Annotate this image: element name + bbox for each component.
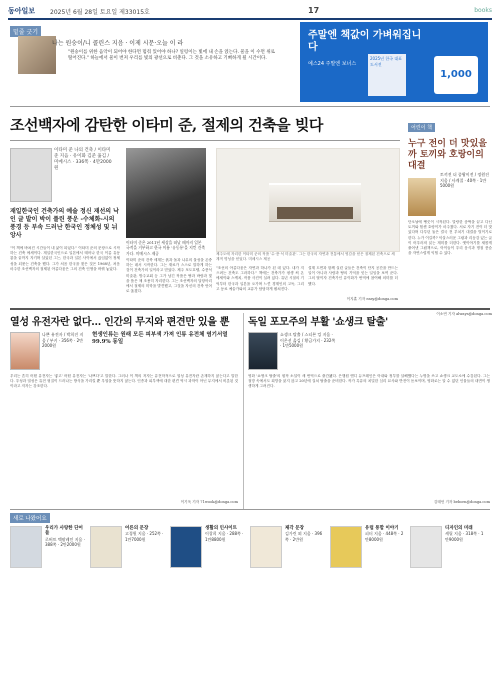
shawshank-body: 영화 '쇼생크 탈출'의 원작 소설이 새 번역으로 출간됐다. 은행원 앤디 듀프레인은 아내와 정부를 살해했다는 누명을 쓰고 쇼생크 교도소에 수감된다. 그는 절망 속에서도 희망을 잃지 않고 20년에 걸쳐 탈출을 준비한다. 작가 특유의 치밀한 심리 묘사와 반전이 돋보이며, 영화로는 알 수 없던 인물들의 내면이 생생하게 그려진다. — [248, 374, 490, 389]
new-book-meta: 셰릴 지음 · 318쪽 · 1만9000원 — [445, 531, 484, 542]
new-book-title: 우리가 사랑한 단어들 — [45, 526, 83, 537]
section2-divider — [10, 308, 490, 310]
headline-divider — [10, 140, 400, 141]
new-book-title: 생활의 인사이트 — [205, 526, 237, 531]
new-book-cover — [90, 526, 122, 568]
author-portrait — [126, 148, 206, 238]
side-label: 어린이 책 — [408, 123, 435, 132]
childrens-book-column — [408, 114, 492, 316]
genetics-headline: 열성 유전자란 없다… 인간의 무지와 편견만 있을 뿐 — [10, 317, 230, 328]
main-book-meta: 이타미 준 나의 건축 / 이타미 준 지음 · 유이화 김준 옮김 / 미메시스 · 336쪽 · 4만2000원 — [54, 148, 112, 171]
main-body-col2: 이타미 준의 건축 세계는 흙과 돌과 나무의 물성을 존중하는 데서 시작한다. 그는 재료가 스스로 말하게 하는 것이 건축가의 일이라고 믿었다. 제주 포도호텔, 수풍석 미술관, 방주교회 등 그가 남긴 작품은 땅과 바람과 빛을 품은 채 조용히 자리한다. 그는 조선백자의 달항아리에서 절제의 미학을 발견했고, 그것을 자신의 건축 언어로 옮겼다. — [126, 258, 212, 294]
shawshank-book-cover — [248, 332, 278, 370]
new-book-cover — [10, 526, 42, 568]
new-book-meta: 이창희 지음 · 288쪽 · 1만8800원 — [205, 531, 244, 542]
new-book-cover — [410, 526, 442, 568]
poem-body: "원숭이를 위한 음악이 되어야 한다면 멈춰 있어야 하나? 일렁이는 빛에 내 손을 얹는다. 물을 이 수면 위로 떨어진다." 하늘에서 물이 번져 우리를 빛의 광선으로 비춘다. 그 것을 소유하고 기뻐하게 될 시간이다. — [68, 50, 276, 61]
new-book-item[interactable] — [330, 526, 406, 568]
main-body-col4: 설계 도면과 함께 실린 글들은 건축이 단지 공간을 만드는 일이 아니라 사람과 땅의 기억을 잇는 일임을 보여 준다. 그의 딸이자 건축가인 유이화가 번역에 참여해 의미를 더했다. — [308, 266, 398, 286]
main-body-col1: "이 책에 바쳐진 시간들이 내 삶이 되었다." 이타미 준의 문장으로 시작하는 건축 에세이다. 재일한국인으로 일본에서 태어나 한국 이름 유동룡을 끝까지 지키며 살았던 그는, 한국과 일본 사이에서 끊임없이 정체성을 되묻는 건축을 했다. 그가 처음 한국을 찾은 것은 1968년, 처음 마주한 조선백자의 절제된 아름다움은 그의 건축 인생을 바꿔 놓았다. — [10, 246, 120, 271]
new-book-item[interactable] — [10, 526, 86, 568]
new-book-cover — [330, 526, 362, 568]
side-body: 단오날에 뻥끗이 시작된다. 말랑한 솜떡을 끝고 다닌 토끼와 힘센 호랑이가 마주쳤다. 서로 자기 전이 더 맛있다며 다투던 둘은 결국 전 부치기 대결을 벌이기로 한다. 누가 이길까? 익살스러운 그림과 리듬감 있는 글이 어우러져 읽는 재미를 더한다. 옛이야기를 새롭게 풀어낸 그림책으로, 아이들이 우리 음식과 명절 풍습을 자연스럽게 익힐 수 있다. — [408, 220, 492, 256]
new-book-item[interactable] — [90, 526, 166, 568]
ad-points-badge: 1,000 — [434, 56, 478, 94]
new-book-item[interactable] — [170, 526, 246, 568]
new-book-meta: 김가린 외 지음 · 396쪽 · 2만원 — [285, 531, 323, 542]
shawshank-headline: 독일 포모주의 부활 '쇼생크 탈출' — [248, 317, 388, 328]
photo-caption: 제주도에 자리한 이타미 준의 작품 '수·풍·석 미술관'. 그는 한국의 자연과 전통에서 영감을 얻은 절제된 건축으로 세계적 명성을 얻었다. 미메시스 제공 — [216, 252, 395, 261]
new-book-title: 제각 문장 — [285, 526, 304, 531]
side-title: 누구 전이 더 맛있을까 토끼와 호랑이의 대결 — [408, 139, 487, 171]
side-book-cover — [408, 178, 436, 216]
new-book-title: 유럽 통합 이야기 — [365, 526, 399, 531]
new-book-title: 어른의 문장 — [125, 526, 149, 531]
new-book-cover — [170, 526, 202, 568]
poem-corner-label: 밑줄 긋기 — [10, 26, 41, 37]
museum-photo — [216, 148, 400, 252]
genetics-book-meta: 나쁜 유전자 / 박희진 지음 / 부키 · 356쪽 · 2만2000원 — [42, 332, 84, 348]
section-divider — [10, 106, 490, 107]
section-name: books — [474, 7, 492, 14]
new-book-item[interactable] — [250, 526, 326, 568]
ad-subtext: 예스24 주말엔 보너스 — [308, 61, 357, 67]
ad-headline: 주말엔 책값이 가벼워집니다 — [308, 30, 422, 53]
new-book-item[interactable] — [410, 526, 486, 568]
main-book-cover — [10, 148, 52, 202]
genetics-book-cover — [10, 332, 40, 370]
advertisement[interactable] — [300, 22, 488, 102]
main-body-col3: "조선의 아름다움은 자연과 하나가 된 데 있다. 내가 지으려는 건축도 그러하다." 책에는 건축가가 평생 써 온 에세이와 스케치, 작품 사진이 실려 있다. 유년 시절의 기억부터 한국과 일본을 오가며 느낀 경계인의 고독, 그리고 동료 예술가와의 교유가 담담하게 펼쳐진다. — [216, 266, 304, 291]
masthead — [8, 6, 492, 20]
new-books-divider — [10, 509, 490, 510]
portrait-caption: 이타미 준은 2011년 세상을 떠날 때까지 일본 국적을 거부하고 한국 이름 '유동룡'을 지킨 건축가다. 미메시스 제공 — [126, 240, 206, 256]
new-books-label: 새로 나왔어요 — [10, 513, 50, 523]
main-headline: 조선백자에 감탄한 이타미 준, 절제의 건축을 빚다 — [10, 116, 323, 134]
side-byline: 이소연 기자 always@donga.com — [436, 312, 492, 316]
main-lede: 재일한국인 건축가의 예술 정신 재선의 낙인 글 발이 박이 풀린 풍운 -수체화-시의 풍경 등 부속 드러난 한국인 정체성 및 뉘앙사 — [10, 208, 119, 239]
shawshank-book-meta: 쇼생크 탈출 / 스티븐 킹 지음 · 이은선 옮김 / 황금가지 · 232쪽 · 1만5000원 — [280, 332, 336, 348]
new-book-title: 디자인의 미래 — [445, 526, 473, 531]
new-book-meta: 로버트 맥팔레인 지음 · 388쪽 · 2만2000원 — [45, 536, 85, 547]
new-book-cover — [250, 526, 282, 568]
poem-title: 나는 원숭이/니 콜린스 지음 · 이제 시문·오늘 이 라 — [52, 40, 184, 47]
issue-date: 2025년 6월 28일 토요일 제33015호 — [50, 9, 150, 16]
shawshank-byline: 김태언 기자 beborn@donga.com — [433, 500, 490, 504]
newspaper-logo: 동아일보 — [8, 7, 36, 15]
page-number: 17 — [308, 6, 320, 15]
new-book-meta: 고경원 지음 · 252쪽 · 1만7000원 — [125, 531, 164, 542]
column-divider — [243, 313, 244, 509]
ad-book-cover: 2025년 한국 대표 도서전 — [368, 54, 406, 96]
side-book-meta: 토끼전 더 종왕이전 / 정원진 지음 / 사계절 · 40쪽 · 1만5000원 — [440, 172, 489, 188]
main-byline: 이지훈 기자 easy@donga.com — [346, 297, 398, 301]
building-shadow — [277, 207, 353, 219]
new-book-meta: 피터 지음 · 448쪽 · 2만8000원 — [365, 531, 404, 542]
poem-book-cover — [18, 36, 56, 74]
genetics-byline: 이기욱 기자 71wook@donga.com — [180, 500, 238, 504]
genetics-subhead: 현생인류는 원래 모든 피부색 가져 인류 유전체 염기서열 99.9% 동일 — [92, 332, 228, 345]
genetics-body: 우리는 흔히 어떤 유전자는 '좋고' 어떤 유전자는 '나쁘다'고 말한다. 그러나 이 책의 저자는 유전학적으로 열성 유전자란 존재하지 않는다고 말한다. 우성과 열성은 유전 형질이 드러나는 방식을 가리킬 뿐 우열을 뜻하지 않는다. 인종과 피부색에 대한 편견 역시 과학이 아닌 무지에서 비롯된 것이라고 저자는 강조한다. — [10, 374, 238, 389]
